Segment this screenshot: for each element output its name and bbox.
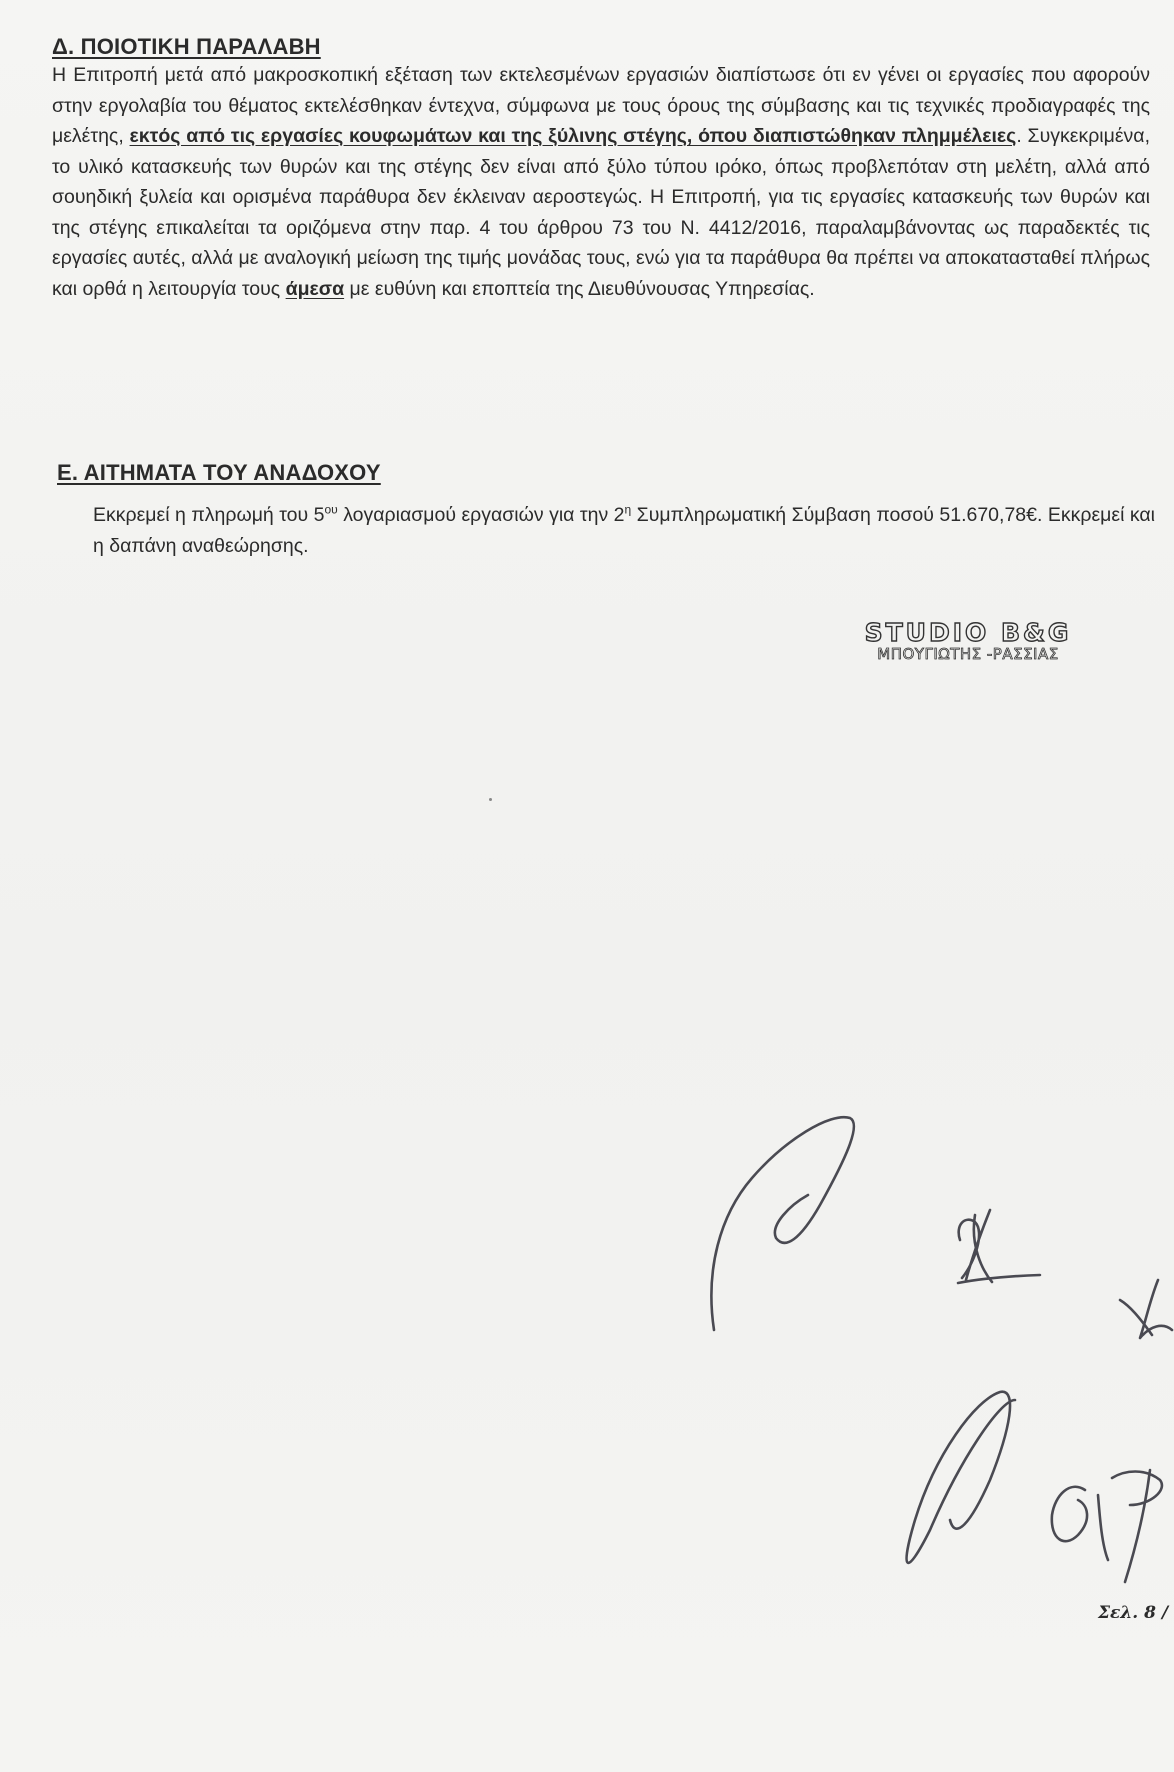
page-number: Σελ. 8 / (1098, 1603, 1169, 1623)
section-d-text-3: με ευθύνη και εποπτεία της Διευθύνουσας Υπηρεσίας. (344, 277, 815, 300)
section-d-underlined-word: άμεσα (285, 277, 345, 300)
section-e-text-3: Συμπληρωματική Σύμβαση ποσού 51.670,78€. Εκκρεμεί και η δαπάνη αναθεώρησης. (93, 504, 1155, 557)
signature-2 (958, 1210, 1040, 1283)
signature-3 (1120, 1280, 1172, 1338)
company-stamp (838, 618, 1098, 663)
signature-1 (711, 1117, 854, 1330)
signature-5 (1052, 1470, 1162, 1582)
section-e-text-1: Εκκρεμεί η πληρωμή του 5 (93, 504, 325, 526)
section-d-emphasis: εκτός από τις εργασίες κουφωμάτων και της ξύλινης στέγης, όπου διαπιστώθηκαν πλημμέλειες (129, 125, 1017, 147)
stamp-company-owners: ΜΠΟΥΓΙΩΤΗΣ -ΡΑΣΣΙΑΣ (877, 645, 1059, 663)
section-d-text-1: Η Επιτροπή μετά από μακροσκοπική εξέταση των εκτελεσμένων εργασιών διαπίστωσε ότι εν γένει οι εργασίες που αφορούν στην εργολαβία του θέματος εκτελέσθηκαν έντεχνα, σύμφωνα με τους όρους της σύμβασης και τις τεχνικές προδιαγραφές της μελέτης, (52, 64, 1150, 147)
section-e-heading: Ε. ΑΙΤΗΜΑΤΑ ΤΟΥ ΑΝΑΔΟΧΟΥ (57, 460, 381, 485)
section-d-text-2: . Συγκεκριμένα, το υλικό κατασκευής των θυρών και της στέγης δεν είναι από ξύλο τύπου ιρόκο, όπως προβλεπόταν στη μελέτη, αλλά από σουηδική ξυλεία και ορισμένα παράθυρα δεν έκλειναν αεροστεγώς. Η Επιτροπή, για τις εργασίες κατασκευής των θυρών και της στέγης επικαλείται τα οριζόμενα στην παρ. 4 του άρθρου 73 του Ν. 4412/2016, παραλαμβάνοντας ως παραδεκτές τις εργασίες αυτές, αλλά με αναλογική μείωση της τιμής μονάδας τους, ενώ για τα παράθυρα θα πρέπει να αποκατασταθεί πλήρως και ορθά η λειτουργία τους (52, 125, 1150, 300)
stamp-company-name: STUDIO B&G (864, 618, 1072, 647)
section-e-sup-2: η (624, 502, 632, 517)
section-e-sup-1: ου (324, 502, 338, 517)
section-e-paragraph (93, 500, 1155, 561)
section-e-text-2: λογαριασμού εργασιών για την 2 (337, 504, 625, 526)
section-d-heading: Δ. ΠΟΙΟΤΙΚΗ ΠΑΡΑΛΑΒΗ (52, 34, 321, 59)
signature-4 (907, 1392, 1015, 1563)
paper-speck (489, 798, 492, 801)
section-d-paragraph (52, 60, 1150, 304)
